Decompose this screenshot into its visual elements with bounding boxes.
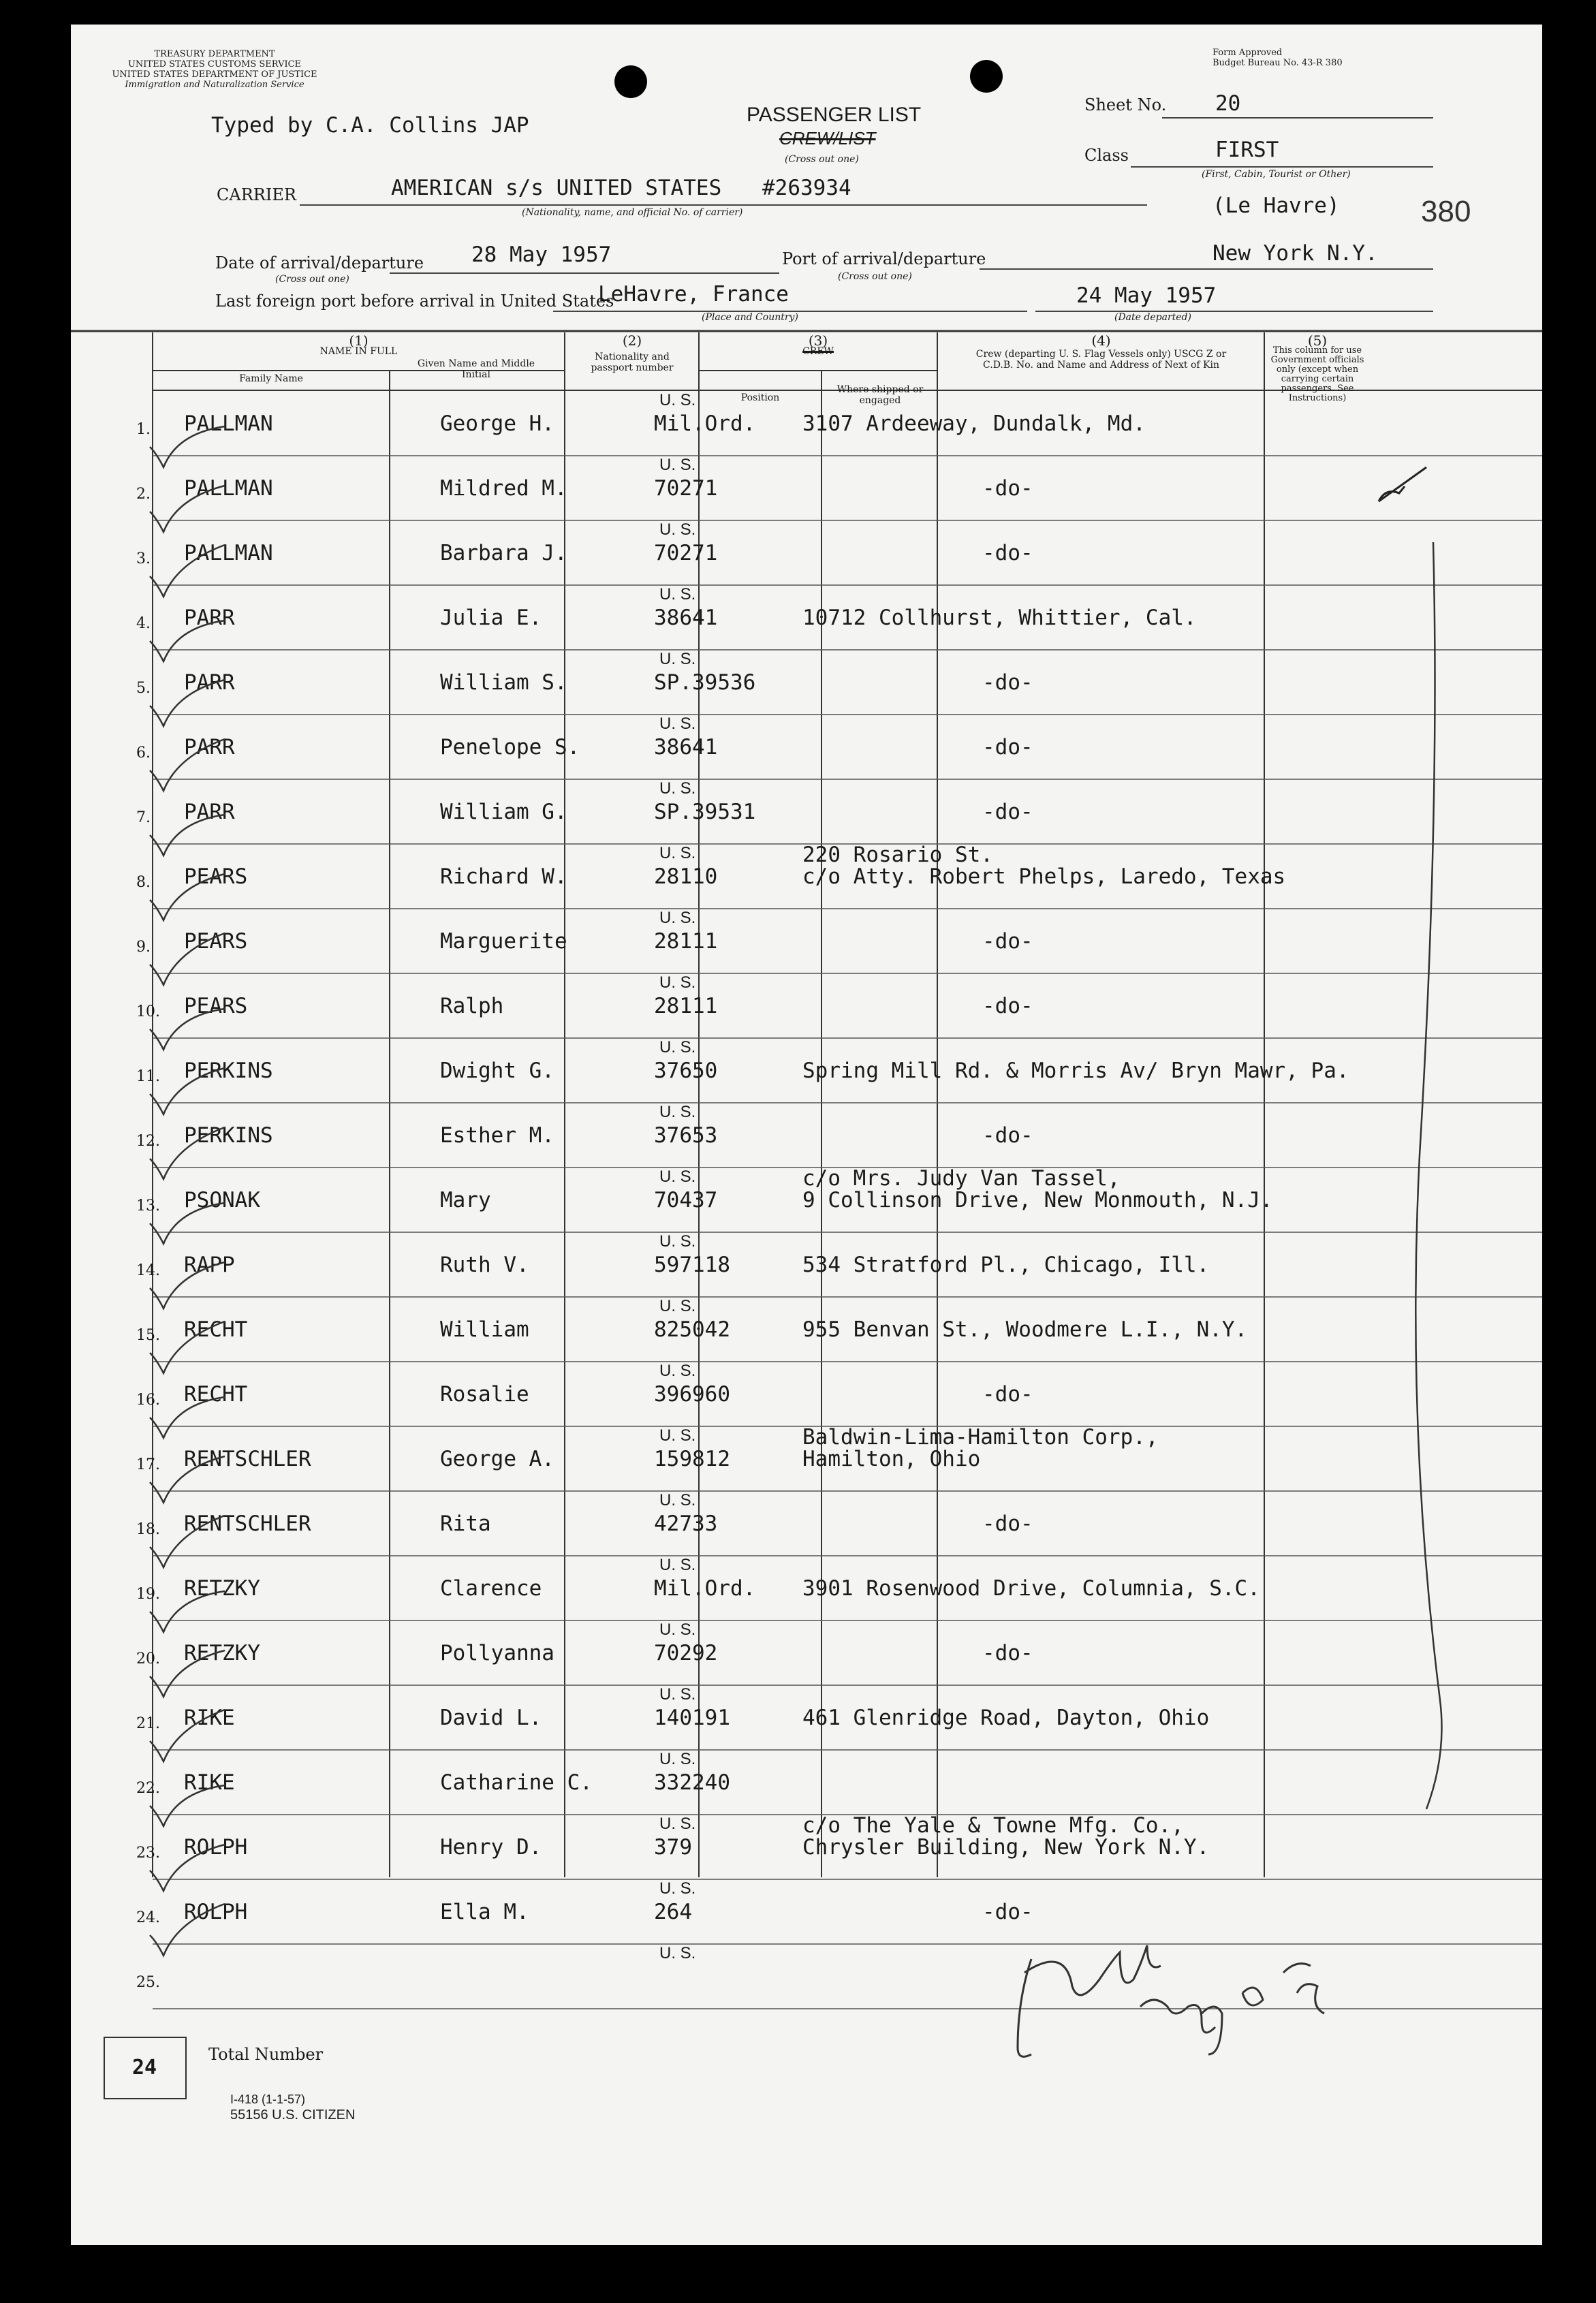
check-mark (150, 1127, 225, 1179)
row-number: 23. (136, 1845, 160, 1862)
passport-number: 140191 (654, 1706, 730, 1730)
passport-number: 332240 (654, 1770, 730, 1795)
row-number: 10. (136, 1003, 160, 1020)
row-number: 13. (136, 1197, 160, 1215)
agency-line: UNITED STATES CUSTOMS SERVICE (127, 59, 302, 69)
passport-number: 264 (654, 1900, 692, 1924)
manifest-sheet (71, 25, 1542, 2245)
col1-header: (1) NAME IN FULL (319, 332, 398, 357)
class-caption: (First, Cabin, Tourist or Other) (1202, 169, 1351, 180)
next-of-kin-address-line2: Chrysler Building, New York N.Y. (802, 1835, 1210, 1860)
passport-number: 28111 (654, 994, 718, 1018)
next-of-kin-address-line2: 9 Collinson Drive, New Monmouth, N.J. (802, 1188, 1273, 1212)
row-number: 12. (136, 1133, 160, 1150)
given-name: Mildred M. (440, 476, 567, 501)
where-engaged-header: Where shipped or engaged (836, 384, 924, 406)
family-name: PERKINS (184, 1059, 273, 1083)
date-departed-value: 24 May 1957 (1076, 283, 1217, 308)
next-of-kin-address: -do- (982, 670, 1033, 695)
nationality: U. S. (659, 779, 696, 798)
given-name-header: Given Name and Middle Initial (417, 358, 535, 380)
check-mark (150, 1591, 225, 1632)
family-name: PARR (184, 606, 235, 630)
row-number: 24. (136, 1909, 160, 1926)
nationality: U. S. (659, 1491, 696, 1509)
given-name: Rita (440, 1511, 491, 1536)
next-of-kin-address: c/o Mrs. Judy Van Tassel, (802, 1166, 1121, 1191)
check-mark (150, 621, 225, 661)
family-name: PALLMAN (184, 411, 273, 436)
nationality: U. S. (659, 585, 696, 604)
passport-number: 42733 (654, 1511, 718, 1536)
agency-line: TREASURY DEPARTMENT (154, 49, 275, 59)
form-code: 55156 U.S. CITIZEN (230, 2108, 356, 2122)
family-name: PEARS (184, 994, 248, 1018)
carrier-caption: (Nationality, name, and official No. of carrier) (522, 207, 743, 218)
given-name: Penelope S. (440, 735, 580, 759)
row-number: 3. (136, 550, 151, 567)
nationality: U. S. (659, 1815, 696, 1833)
nationality: U. S. (659, 1944, 696, 1962)
family-name: PARR (184, 800, 235, 824)
nationality: U. S. (659, 1879, 696, 1898)
check-mark (150, 1904, 225, 1956)
check-mark (150, 1785, 225, 1826)
given-name: Catharine C. (440, 1770, 593, 1795)
family-name: PERKINS (184, 1123, 273, 1148)
passport-number: SP.39536 (654, 670, 756, 695)
check-mark (150, 426, 225, 467)
passport-number: 597118 (654, 1253, 730, 1277)
next-of-kin-address: 220 Rosario St. (802, 843, 993, 867)
official-marks (1297, 406, 1474, 1939)
next-of-kin-address: -do- (982, 800, 1033, 824)
row-number: 21. (136, 1715, 160, 1732)
check-mark (150, 933, 225, 985)
passport-number: 37653 (654, 1123, 718, 1148)
family-name: PEARS (184, 929, 248, 954)
check-mark (150, 1456, 225, 1503)
given-name: Rosalie (440, 1382, 529, 1407)
family-name: PALLMAN (184, 476, 273, 501)
last-port-label: Last foreign port before arrival in United States (215, 292, 614, 311)
col4-header: (4) Crew (departing U. S. Flag Vessels only) USCG Z or C.D.B. No. and Name and Address of Next of Kin (975, 332, 1227, 371)
family-name: RENTSCHLER (184, 1511, 311, 1536)
nationality: U. S. (659, 844, 696, 862)
row-number: 17. (136, 1456, 160, 1473)
given-name: William S. (440, 670, 567, 695)
given-name: Mary (440, 1188, 491, 1212)
given-name: Clarence (440, 1576, 542, 1601)
total-number-value: 24 (132, 2056, 157, 2080)
passport-number: 379 (654, 1835, 692, 1860)
check-mark (150, 1262, 225, 1309)
check-mark (150, 486, 225, 532)
nationality: U. S. (659, 1362, 696, 1380)
row-number: 2. (136, 486, 151, 503)
sheet-label: Sheet No. (1084, 95, 1167, 114)
given-name: Julia E. (440, 606, 542, 630)
check-mark (150, 1397, 225, 1438)
family-name: RECHT (184, 1317, 248, 1342)
nationality: U. S. (659, 1750, 696, 1768)
check-mark (150, 1203, 225, 1244)
row-number: 18. (136, 1521, 160, 1538)
next-of-kin-address: -do- (982, 1641, 1033, 1665)
nationality: U. S. (659, 1232, 696, 1251)
carrier-label: CARRIER (217, 185, 296, 204)
next-of-kin-address: 3107 Ardeeway, Dundalk, Md. (802, 411, 1146, 436)
row-number: 19. (136, 1586, 160, 1603)
passport-number: 38641 (654, 735, 718, 759)
page-title: PASSENGER LIST (747, 104, 922, 126)
nationality: U. S. (659, 1103, 696, 1121)
next-of-kin-address: Spring Mill Rd. & Morris Av/ Bryn Mawr, Pa. (802, 1059, 1349, 1083)
check-mark (150, 545, 225, 597)
next-of-kin-address: -do- (982, 1382, 1033, 1407)
date-departed-caption: (Date departed) (1114, 312, 1191, 323)
family-name: RETZKY (184, 1576, 260, 1601)
date-arrival-label: Date of arrival/departure (215, 253, 424, 272)
family-name: RIKE (184, 1706, 235, 1730)
check-mark (150, 1321, 225, 1373)
next-of-kin-address: -do- (982, 929, 1033, 954)
passport-number: 70437 (654, 1188, 718, 1212)
check-mark (150, 815, 225, 856)
nationality: U. S. (659, 1426, 696, 1445)
passport-number: 38641 (654, 606, 718, 630)
passport-number: 396960 (654, 1382, 730, 1407)
family-name: RETZKY (184, 1641, 260, 1665)
passport-number: Mil.Ord. (654, 411, 756, 436)
given-name: William (440, 1317, 529, 1342)
family-name: RAPP (184, 1253, 235, 1277)
carrier-number: #263934 (762, 176, 851, 200)
family-name: RECHT (184, 1382, 248, 1407)
next-of-kin-address: -do- (982, 1123, 1033, 1148)
next-of-kin-address: -do- (982, 541, 1033, 565)
family-name: RENTSCHLER (184, 1447, 311, 1471)
total-number-label: Total Number (208, 2045, 324, 2064)
next-of-kin-address-line2: c/o Atty. Robert Phelps, Laredo, Texas (802, 864, 1286, 889)
nationality: U. S. (659, 1685, 696, 1704)
given-name: Richard W. (440, 864, 567, 889)
row-number: 6. (136, 745, 151, 762)
passport-number: 70271 (654, 476, 718, 501)
next-of-kin-address: 534 Stratford Pl., Chicago, Ill. (802, 1253, 1210, 1277)
row-number: 11. (136, 1068, 160, 1085)
row-number: 8. (136, 874, 151, 891)
given-name: George H. (440, 411, 554, 436)
given-name: Henry D. (440, 1835, 542, 1860)
given-name: Dwight G. (440, 1059, 554, 1083)
nationality: U. S. (659, 909, 696, 927)
nationality: U. S. (659, 1038, 696, 1056)
given-name: David L. (440, 1706, 542, 1730)
nationality: U. S. (659, 391, 696, 409)
nationality: U. S. (659, 715, 696, 733)
handwritten-number: 380 (1421, 195, 1471, 228)
port-arrival-value: New York N.Y. (1212, 241, 1378, 266)
nationality: U. S. (659, 650, 696, 668)
next-of-kin-address: 3901 Rosenwood Drive, Columnia, S.C. (802, 1576, 1260, 1601)
next-of-kin-address: -do- (982, 735, 1033, 759)
given-name: Ruth V. (440, 1253, 529, 1277)
family-name: ROLPH (184, 1900, 248, 1924)
carrier-value: AMERICAN s/s UNITED STATES (391, 176, 722, 200)
col3-header: (3) CREW (802, 332, 834, 357)
family-name: ROLPH (184, 1835, 248, 1860)
passport-number: 159812 (654, 1447, 730, 1471)
nationality: U. S. (659, 1168, 696, 1186)
inspector-signature (997, 1932, 1406, 2068)
next-of-kin-address: 461 Glenridge Road, Dayton, Ohio (802, 1706, 1210, 1730)
typed-by: Typed by C.A. Collins JAP (211, 113, 529, 138)
next-of-kin-address: Baldwin-Lima-Hamilton Corp., (802, 1425, 1159, 1450)
form-id: I-418 (1-1-57) (230, 2093, 306, 2106)
title-sub: CREW/LIST (779, 128, 876, 148)
agency-line: UNITED STATES DEPARTMENT OF JUSTICE (112, 69, 317, 80)
given-name: George A. (440, 1447, 554, 1471)
family-name: PARR (184, 670, 235, 695)
nationality: U. S. (659, 520, 696, 539)
check-mark (150, 1516, 225, 1567)
position-header: Position (740, 392, 780, 403)
check-mark (150, 874, 225, 920)
col5-header: (5) This column for use Government officials only (except when carrying certain passengers. See Instructions) (1270, 332, 1364, 403)
passport-number: 825042 (654, 1317, 730, 1342)
passport-number: 37650 (654, 1059, 718, 1083)
passport-number: 28110 (654, 864, 718, 889)
nationality: U. S. (659, 456, 696, 474)
nationality: U. S. (659, 1556, 696, 1574)
next-of-kin-address: -do- (982, 476, 1033, 501)
le-havre: (Le Havre) (1212, 193, 1340, 218)
check-mark (150, 1009, 225, 1050)
given-name: Ralph (440, 994, 504, 1018)
title-caption: (Cross out one) (785, 154, 859, 165)
next-of-kin-address-line2: Hamilton, Ohio (802, 1447, 981, 1471)
next-of-kin-address: -do- (982, 1511, 1033, 1536)
last-port-value: LeHavre, France (598, 282, 789, 307)
date-arrival-value: 28 May 1957 (471, 242, 612, 267)
sheet-value: 20 (1215, 91, 1241, 116)
next-of-kin-address: 955 Benvan St., Woodmere L.I., N.Y. (802, 1317, 1248, 1342)
passport-number: Mil.Ord. (654, 1576, 756, 1601)
family-name: PEARS (184, 864, 248, 889)
given-name: Pollyanna (440, 1641, 554, 1665)
class-value: FIRST (1215, 138, 1279, 162)
next-of-kin-address: -do- (982, 1900, 1033, 1924)
check-mark (150, 1650, 225, 1697)
family-name: PSONAK (184, 1188, 260, 1212)
row-number: 15. (136, 1327, 160, 1344)
date-caption: (Cross out one) (275, 274, 349, 285)
row-number: 16. (136, 1392, 160, 1409)
row-number: 25. (136, 1974, 160, 1991)
nationality: U. S. (659, 1297, 696, 1315)
check-mark (150, 1845, 225, 1891)
passport-number: 70271 (654, 541, 718, 565)
nationality: U. S. (659, 1620, 696, 1639)
agency-line: Immigration and Naturalization Service (125, 80, 304, 90)
next-of-kin-address: 10712 Collhurst, Whittier, Cal. (802, 606, 1197, 630)
family-name: PARR (184, 735, 235, 759)
next-of-kin-address: -do- (982, 994, 1033, 1018)
check-mark (150, 739, 225, 791)
class-label: Class (1084, 146, 1129, 165)
family-name-header: Family Name (239, 373, 303, 384)
row-number: 20. (136, 1650, 160, 1667)
port-arrival-label: Port of arrival/departure (782, 249, 986, 268)
row-number: 4. (136, 615, 151, 632)
family-name: PALLMAN (184, 541, 273, 565)
passport-number: 28111 (654, 929, 718, 954)
given-name: Ella M. (440, 1900, 529, 1924)
check-mark (150, 1068, 225, 1114)
row-number: 7. (136, 809, 151, 826)
given-name: Esther M. (440, 1123, 554, 1148)
given-name: William G. (440, 800, 567, 824)
form-approved: Form Approved Budget Bureau No. 43-R 380 (1212, 48, 1343, 68)
row-number: 1. (136, 421, 151, 438)
family-name: RIKE (184, 1770, 235, 1795)
last-port-caption: (Place and Country) (702, 312, 798, 323)
row-number: 9. (136, 939, 151, 956)
check-marks (112, 392, 520, 1959)
check-mark (150, 1710, 225, 1761)
row-number: 22. (136, 1780, 160, 1797)
row-number: 14. (136, 1262, 160, 1279)
passport-number: 70292 (654, 1641, 718, 1665)
given-name: Barbara J. (440, 541, 567, 565)
port-caption: (Cross out one) (838, 271, 912, 282)
col2-header: (2) Nationality and passport number (591, 332, 674, 373)
given-name: Marguerite (440, 929, 567, 954)
check-mark (150, 680, 225, 726)
passport-number: SP.39531 (654, 800, 756, 824)
nationality: U. S. (659, 973, 696, 992)
row-number: 5. (136, 680, 151, 697)
next-of-kin-address: c/o The Yale & Towne Mfg. Co., (802, 1813, 1184, 1838)
